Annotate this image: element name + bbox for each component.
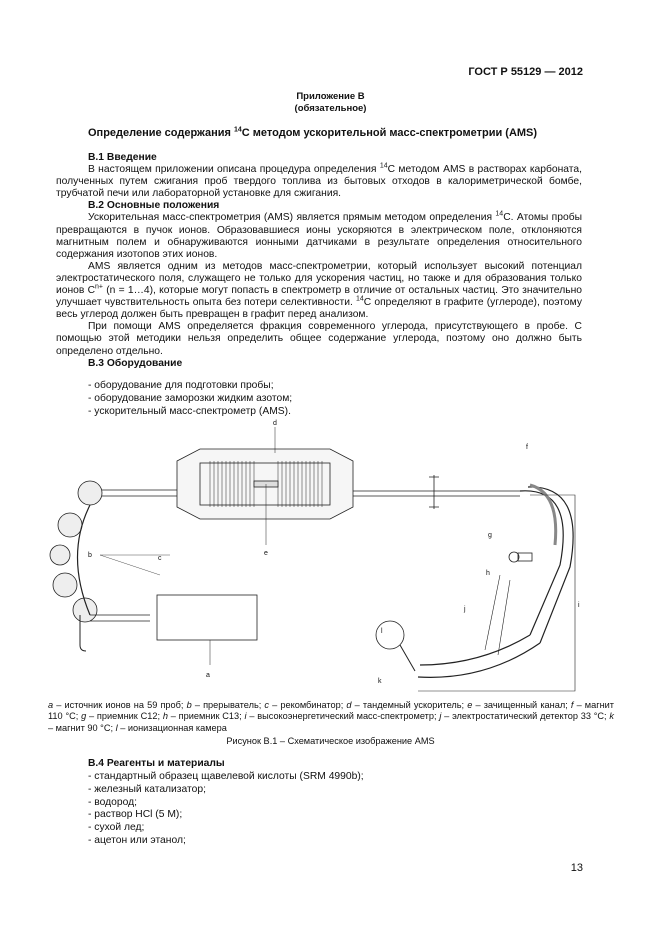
title-suffix: С методом ускорительной масс-спектрометрии (AMS) [241, 127, 538, 139]
appendix-title: Приложение В [296, 91, 365, 102]
document-header: ГОСТ Р 55129 — 2012 [468, 66, 583, 78]
section-heading-intro: В.1 Введение [88, 152, 157, 163]
list-item: - раствор HCl (5 M); [88, 809, 183, 821]
appendix-heading [0, 91, 661, 115]
list-item: - ускорительный масс-спектрометр (AMS). [88, 405, 291, 417]
intro-paragraph: В настоящем приложении описана процедура определения $^{14}$С методом AMS в растворах карбоната, полученных путем сжигания проб твердого топлива из бытовых отходов в калориметрической бомбе, трубчатой печи или лабораторной установке для сжигания. [56, 162, 582, 200]
body-text [56, 152, 582, 370]
recombinator-magnet [78, 481, 102, 505]
figure-caption: a – источник ионов на 59 проб; b – прерыватель; c – рекомбинатор; d – тандемный ускоритель; e – зачищенный канал; f – магнит 110 °С; g – приемник С12; h – приемник С13; i – высокоэнергетический масс-спектрометр; j – электростатический детектор 33 °С; k – магнит 90 °С; l – ионизационная камера [48, 700, 614, 733]
beamline-right [353, 491, 520, 496]
label-c: c [158, 555, 162, 562]
reagents-section [56, 758, 582, 770]
label-j: j [464, 606, 466, 613]
section-heading-principles: В.2 Основные положения [88, 200, 220, 212]
principles-paragraph-3: При помощи AMS определяется фракция современного углерода, присутствующего в пробе. С помощью этой методики нельзя определить общее содержание углерода, поэтому оно должно быть определено отдельно. [56, 321, 582, 357]
ionization-chamber [376, 621, 404, 649]
ams-schematic-diagram [30, 415, 590, 697]
c13-collector [518, 553, 532, 561]
list-item: - оборудование заморозки жидким азотом; [88, 392, 293, 404]
list-item: - ацетон или этанол; [88, 834, 186, 846]
equipment-list [88, 380, 292, 418]
label-f: f [526, 444, 528, 451]
title-prefix: Определение содержания [88, 127, 234, 139]
label-e: e [264, 550, 268, 557]
document-title [88, 127, 537, 139]
section-heading-equipment: В.3 Оборудование [88, 357, 183, 369]
page-number: 13 [570, 862, 583, 874]
label-d: d [273, 420, 277, 427]
list-item: - оборудование для подготовки пробы; [88, 380, 274, 391]
reagents-list [88, 771, 364, 848]
source-line [90, 615, 150, 621]
label-g: g [488, 532, 492, 539]
beamline-left [90, 490, 177, 496]
magnet-f-path [520, 491, 563, 635]
principles-paragraph-2: AMS является одним из методов масс-спектрометрии, который использует высокий потенциал электростатического поля, служащего не только для ускорения частиц, но также и для образования только ионов $C^{n+}$ (n = 1…4), которые могут попасть в спектрометр в отличие от остальных частиц. Это значительно улучшает чувствительность опыта без потери селективности. $^{14}$С определяют в графите (углероде), поэтому весь углерод должен быть превращен в графит перед анализом. [56, 260, 582, 321]
detector-path [418, 635, 540, 677]
label-a: a [206, 672, 210, 679]
valve [429, 475, 439, 509]
list-item: - стандартный образец щавелевой кислоты (SRM 4990b); [88, 771, 364, 782]
label-l: l [381, 628, 383, 635]
label-k: k [378, 678, 382, 685]
list-item: - сухой лед; [88, 822, 145, 834]
c12-collector [509, 552, 519, 562]
label-b: b [88, 552, 92, 559]
ion-source-box [157, 595, 257, 640]
title-sup: 14 [233, 126, 242, 134]
chopper [50, 545, 70, 565]
list-item: - железный катализатор; [88, 783, 206, 795]
appendix-subtitle: (обязательное) [294, 103, 367, 114]
label-h: h [486, 570, 490, 577]
label-i: i [578, 602, 580, 609]
list-item: - водород; [88, 796, 137, 808]
section-heading-reagents: В.4 Реагенты и материалы [88, 758, 225, 769]
figure-title: Рисунок В.1 – Схематическое изображение AMS [226, 736, 435, 746]
principles-paragraph-1: Ускорительная масс-спектрометрия (AMS) является прямым методом определения $^{14}$С. Атомы пробы превращаются в пучок ионов. Образовавшиеся ионы ускоряются в электрическом поле, отклоняются магнитным полем и обнаруживаются ионными датчиками в результате определения относительного содержания изотопов этих ионов. [56, 211, 582, 260]
